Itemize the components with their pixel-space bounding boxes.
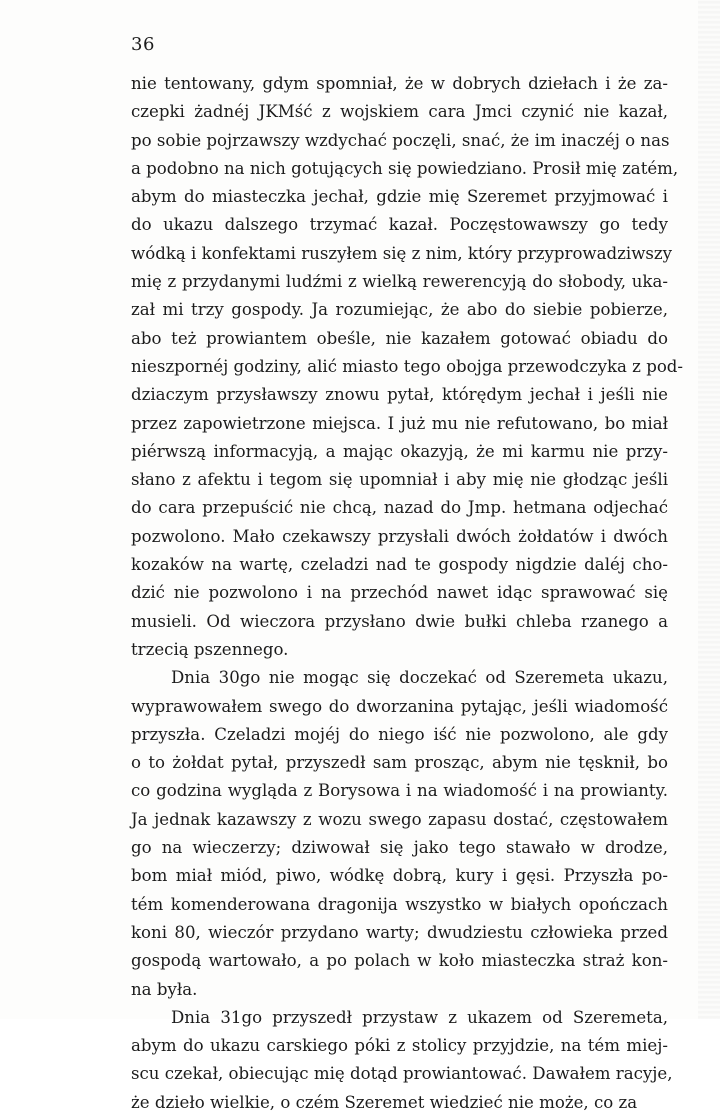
text-line: tém komenderowana dragonija wszystko w białych opończach: [131, 894, 668, 914]
text-line: zał mi trzy gospody. Ja rozumiejąc, że abo do siebie pobierze,: [131, 300, 668, 320]
scan-edge-noise: [698, 0, 720, 1019]
text-line: do cara przepuścić nie chcą, nazad do Jmp. hetmana odjechać: [131, 498, 668, 518]
text-line: przez zapowietrzone miejsca. I już mu nie refutowano, bo miał: [131, 413, 668, 433]
text-line: bom miał miód, piwo, wódkę dobrą, kury i gęsi. Przyszła po-: [131, 866, 668, 886]
text-line: słano z afektu i tegom się upomniał i aby mię nie głodząc jeśli: [131, 470, 668, 490]
text-line: Dnia 31go przyszedł przystaw z ukazem od Szeremeta,: [171, 1007, 668, 1027]
text-line: abym do ukazu carskiego póki z stolicy przyjdzie, na tém miej-: [131, 1036, 668, 1056]
text-line: kozaków na wartę, czeladzi nad te gospody nigdzie daléj cho-: [131, 555, 668, 575]
text-line: nieszpornéj godziny, alić miasto tego obojga przewodczyka z pod-: [131, 356, 684, 376]
text-line: dziaczym przysławszy znowu pytał, którędym jechał i jeśli nie: [131, 385, 668, 405]
text-line: wyprawowałem swego do dworzanina pytając, jeśli wiadomość: [131, 696, 668, 716]
text-line: scu czekał, obiecując mię dotąd prowiantować. Dawałem racyje,: [131, 1064, 673, 1084]
text-line: że dzieło wielkie, o czém Szeremet wiedzieć nie może, co za: [131, 1092, 638, 1112]
text-line: gospodą wartowało, a po polach w koło miasteczka straż kon-: [131, 951, 668, 971]
page-number: 36: [131, 34, 155, 55]
text-line: pozwolono. Mało czekawszy przysłali dwóch żołdatów i dwóch: [131, 526, 668, 546]
text-line: Ja jednak kazawszy z wozu swego zapasu dostać, częstowałem: [131, 809, 668, 829]
text-line: go na wieczerzy; dziwował się jako tego stawało w drodze,: [131, 838, 668, 858]
text-line: na była.: [131, 979, 198, 999]
text-line: abo też prowiantem obeśle, nie kazałem gotować obiadu do: [131, 328, 668, 348]
paragraph: [131, 1004, 673, 1117]
text-line: wódką i konfektami ruszyłem się z nim, który przyprowadziwszy: [131, 243, 673, 263]
text-line: Dnia 30go nie mogąc się doczekać od Szeremeta ukazu,: [171, 668, 668, 688]
text-line: piérwszą informacyją, a mając okazyją, że mi karmu nie przy-: [131, 441, 668, 461]
page-text: [131, 70, 684, 1117]
paragraph: [131, 70, 684, 664]
text-line: o to żołdat pytał, przyszedł sam prosząc, abym nie tęsknił, bo: [131, 753, 668, 773]
text-line: czepki żadnéj JKMść z wojskiem cara Jmci czynić nie kazał,: [131, 102, 668, 122]
text-line: nie tentowany, gdym spomniał, że w dobrych dziełach i że za-: [131, 74, 668, 93]
text-line: po sobie pojrzawszy wzdychać poczęli, snać, że im inaczéj o nas: [131, 130, 670, 150]
text-line: przyszła. Czeladzi mojéj do niego iść nie pozwolono, ale gdy: [131, 724, 668, 744]
text-line: dzić nie pozwolono i na przechód nawet idąc sprawować się: [131, 583, 668, 603]
text-line: abym do miasteczka jechał, gdzie mię Szeremet przyjmować i: [131, 187, 668, 207]
text-line: mię z przydanymi ludźmi z wielką rewerencyją do słobody, uka-: [131, 272, 668, 292]
text-line: do ukazu dalszego trzymać kazał. Poczęstowawszy go tedy: [131, 215, 668, 235]
paragraph: [131, 664, 668, 1004]
text-line: a podobno na nich gotujących się powiedziano. Prosił mię zatém,: [131, 158, 679, 178]
text-line: trzecią pszennego.: [131, 639, 289, 659]
text-line: koni 80, wieczór przydano warty; dwudziestu człowieka przed: [131, 922, 668, 942]
text-line: co godzina wygląda z Borysowa i na wiadomość i na prowianty.: [131, 781, 668, 801]
text-line: musieli. Od wieczora przysłano dwie bułki chleba rzanego a: [131, 611, 668, 631]
